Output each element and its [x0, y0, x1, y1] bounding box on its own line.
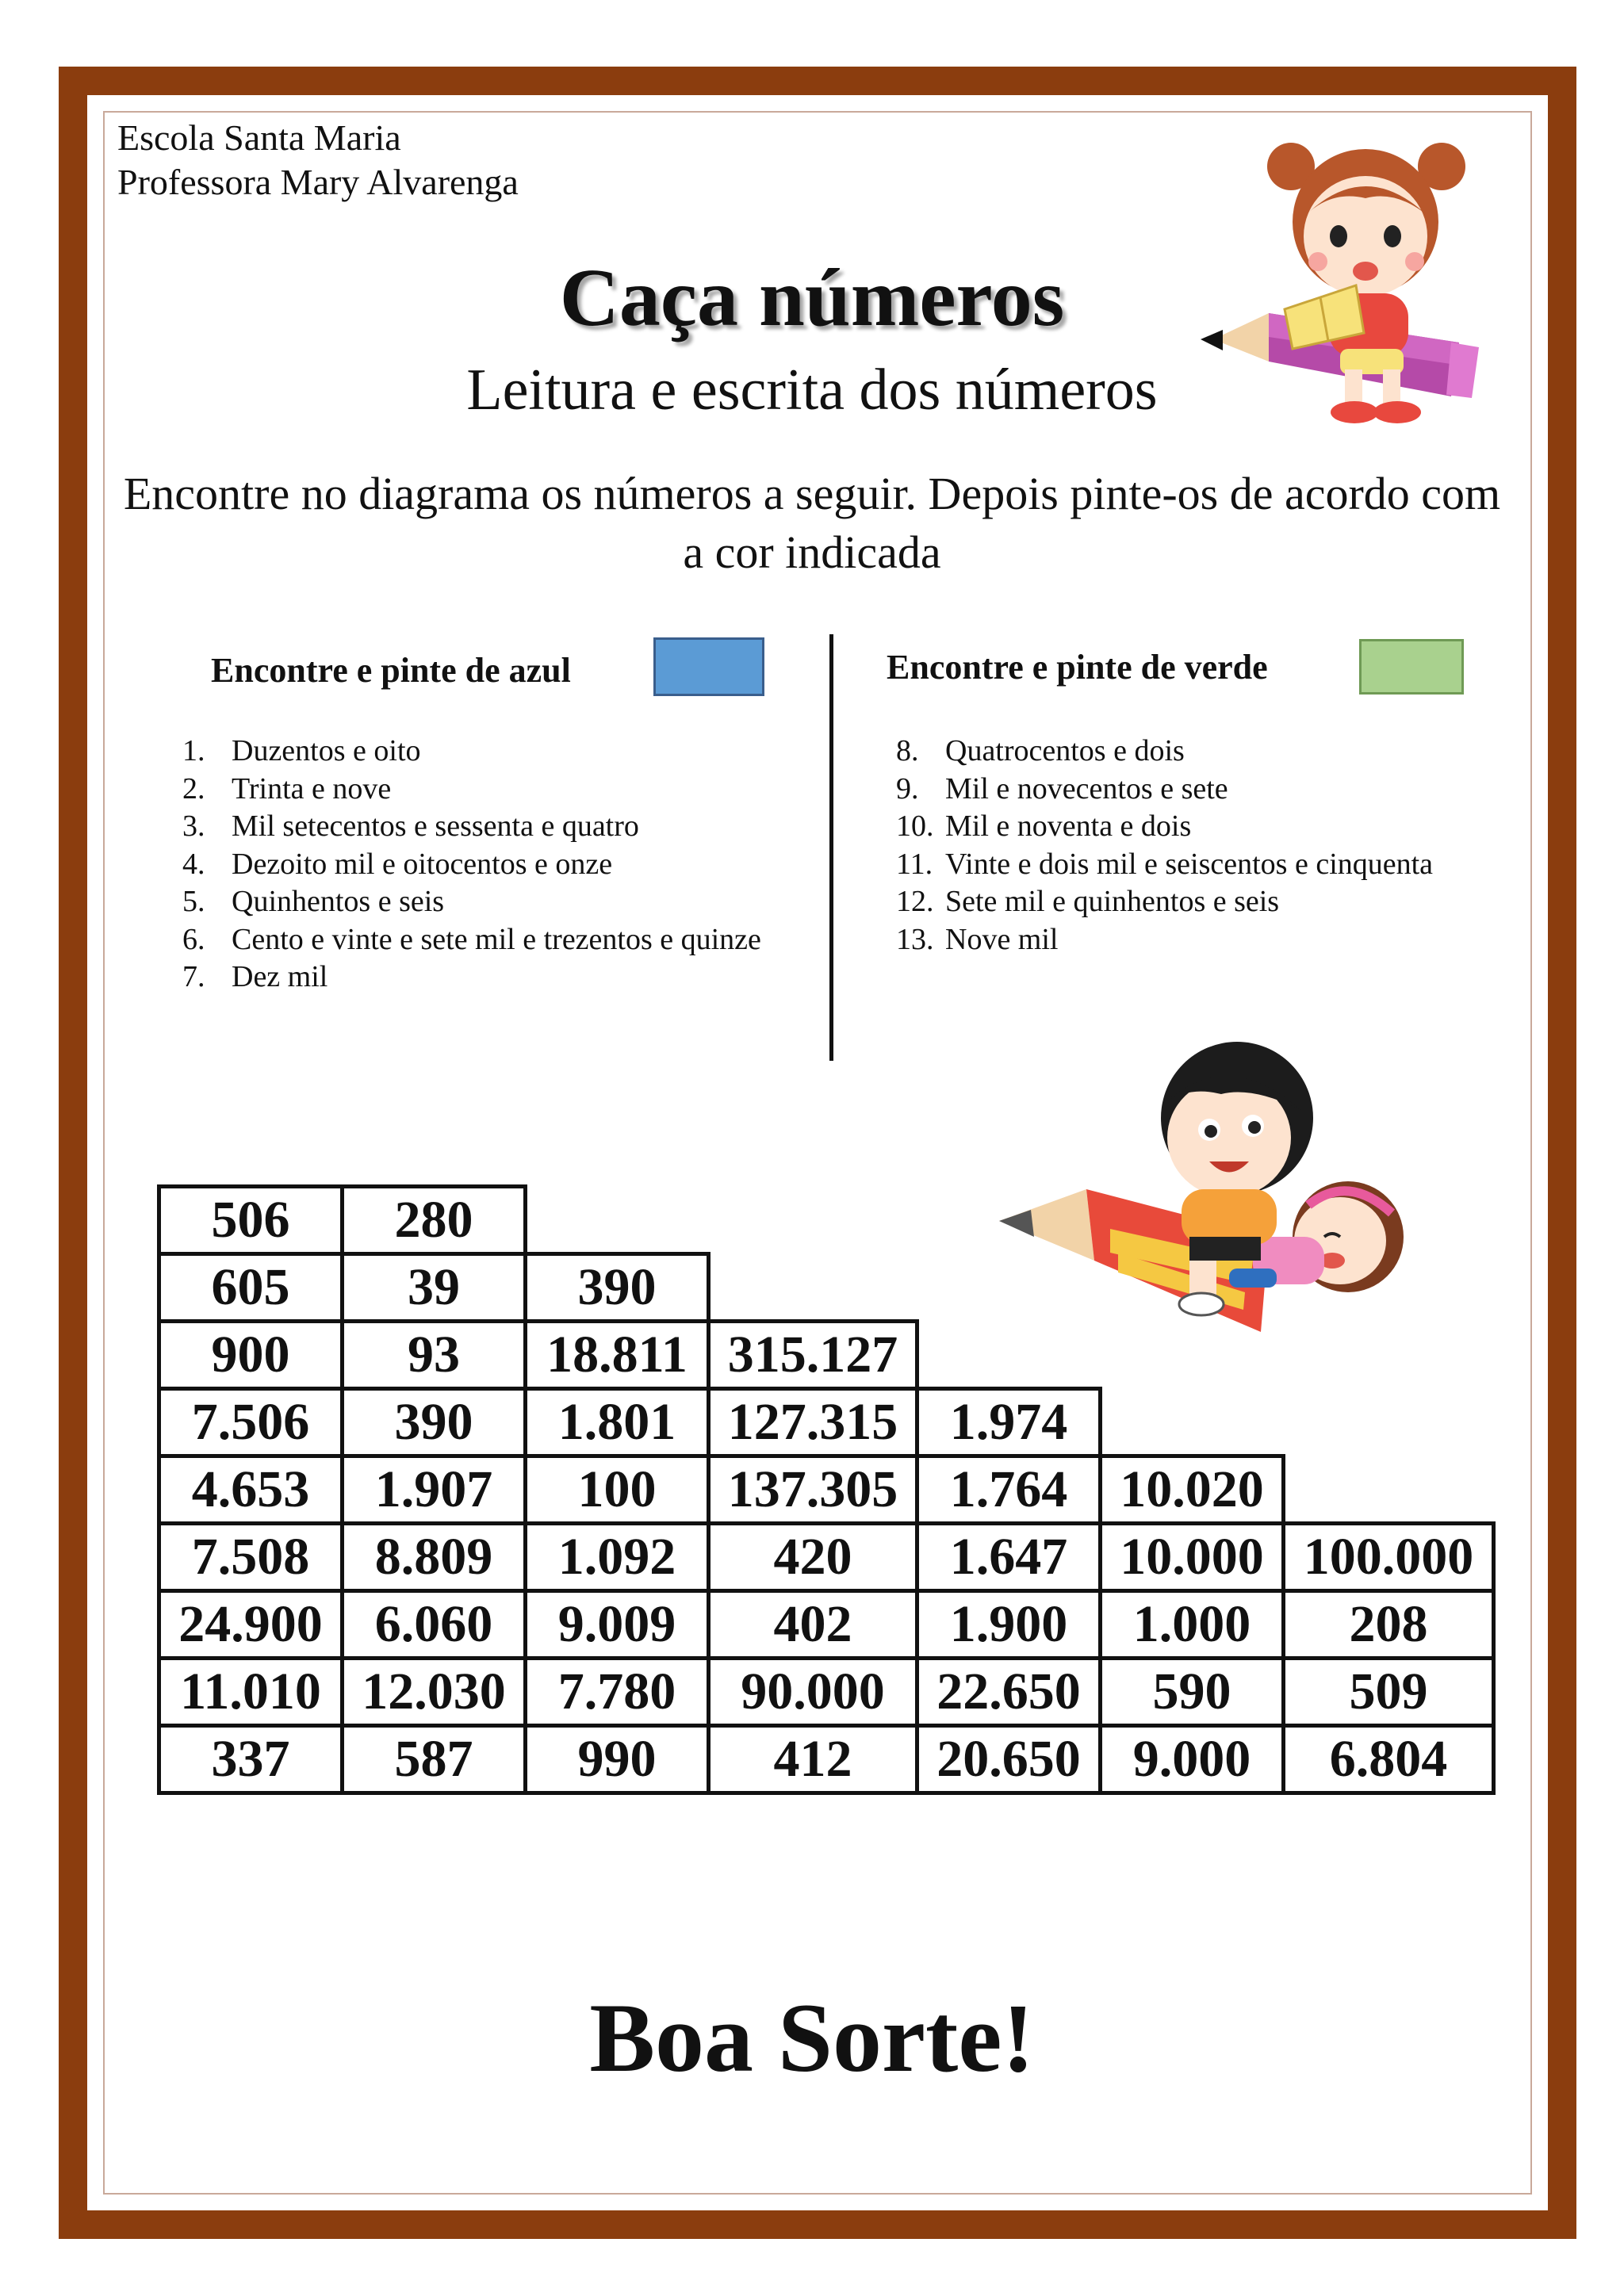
grid-cell[interactable]: 590 — [1101, 1659, 1284, 1726]
grid-empty-cell — [1284, 1187, 1494, 1254]
grid-row — [159, 1591, 1494, 1659]
green-color-swatch — [1359, 639, 1464, 695]
column-divider — [829, 634, 833, 1061]
grid-cell[interactable]: 390 — [343, 1389, 526, 1456]
grid-cell[interactable]: 1.907 — [343, 1456, 526, 1524]
grid-cell[interactable]: 12.030 — [343, 1659, 526, 1726]
list-item: 8. Quatrocentos e dois — [896, 734, 1185, 767]
grid-cell[interactable]: 208 — [1284, 1591, 1494, 1659]
grid-cell[interactable]: 39 — [343, 1254, 526, 1322]
blue-section-heading: Encontre e pinte de azul — [211, 651, 571, 690]
grid-cell[interactable]: 18.811 — [526, 1322, 709, 1389]
grid-row — [159, 1389, 1494, 1456]
grid-cell[interactable]: 1.801 — [526, 1389, 709, 1456]
list-item: 3. Mil setecentos e sessenta e quatro — [182, 809, 639, 843]
grid-empty-cell — [917, 1187, 1101, 1254]
list-item: 1. Duzentos e oito — [182, 734, 421, 767]
grid-cell[interactable]: 7.780 — [526, 1659, 709, 1726]
grid-cell[interactable]: 7.506 — [159, 1389, 343, 1456]
grid-cell[interactable]: 280 — [343, 1187, 526, 1254]
grid-empty-cell — [1101, 1322, 1284, 1389]
grid-cell[interactable]: 605 — [159, 1254, 343, 1322]
grid-cell[interactable]: 412 — [709, 1726, 917, 1793]
grid-empty-cell — [1284, 1389, 1494, 1456]
page-title: Caça números — [559, 252, 1065, 343]
list-item: 2. Trinta e nove — [182, 771, 392, 806]
grid-cell[interactable]: 10.020 — [1101, 1456, 1284, 1524]
list-item: 13. Nove mil — [896, 922, 1059, 956]
grid-empty-cell — [1284, 1254, 1494, 1322]
grid-cell[interactable]: 1.092 — [526, 1524, 709, 1591]
grid-row — [159, 1322, 1494, 1389]
grid-cell[interactable]: 137.305 — [709, 1456, 917, 1524]
grid-empty-cell — [709, 1187, 917, 1254]
list-item: 7. Dez mil — [182, 960, 328, 993]
grid-cell[interactable]: 100 — [526, 1456, 709, 1524]
grid-cell[interactable]: 990 — [526, 1726, 709, 1793]
grid-cell[interactable]: 1.900 — [917, 1591, 1101, 1659]
grid-cell[interactable]: 587 — [343, 1726, 526, 1793]
grid-cell[interactable]: 9.000 — [1101, 1726, 1284, 1793]
list-item: 9. Mil e novecentos e sete — [896, 771, 1228, 806]
grid-cell[interactable]: 1.647 — [917, 1524, 1101, 1591]
grid-empty-cell — [709, 1254, 917, 1322]
grid-empty-cell — [526, 1187, 709, 1254]
grid-row — [159, 1456, 1494, 1524]
grid-cell[interactable]: 20.650 — [917, 1726, 1101, 1793]
grid-cell[interactable]: 509 — [1284, 1659, 1494, 1726]
page-subtitle: Leitura e escrita dos números — [466, 358, 1158, 423]
grid-empty-cell — [917, 1254, 1101, 1322]
grid-cell[interactable]: 9.009 — [526, 1591, 709, 1659]
grid-row — [159, 1187, 1494, 1254]
teacher-name: Professora Mary Alvarenga — [117, 162, 519, 202]
school-name: Escola Santa Maria — [117, 117, 401, 158]
list-item: 4. Dezoito mil e oitocentos e onze — [182, 847, 613, 881]
grid-cell[interactable]: 127.315 — [709, 1389, 917, 1456]
grid-cell[interactable]: 900 — [159, 1322, 343, 1389]
grid-cell[interactable]: 24.900 — [159, 1591, 343, 1659]
grid-cell[interactable]: 1.974 — [917, 1389, 1101, 1456]
blue-color-swatch — [653, 637, 764, 696]
grid-row — [159, 1524, 1494, 1591]
grid-cell[interactable]: 6.804 — [1284, 1726, 1494, 1793]
grid-cell[interactable]: 1.764 — [917, 1456, 1101, 1524]
green-section-heading: Encontre e pinte de verde — [887, 648, 1268, 687]
grid-empty-cell — [1284, 1456, 1494, 1524]
green-number-list — [896, 733, 1433, 959]
grid-empty-cell — [1101, 1187, 1284, 1254]
grid-cell[interactable]: 402 — [709, 1591, 917, 1659]
grid-cell[interactable]: 506 — [159, 1187, 343, 1254]
grid-cell[interactable]: 420 — [709, 1524, 917, 1591]
grid-cell[interactable]: 100.000 — [1284, 1524, 1494, 1591]
instruction-text: Encontre no diagrama os números a seguir. Depois pinte-os de acordo com a cor indicada — [123, 468, 1501, 578]
grid-cell[interactable]: 4.653 — [159, 1456, 343, 1524]
list-item: 5. Quinhentos e seis — [182, 885, 445, 918]
grid-cell[interactable]: 93 — [343, 1322, 526, 1389]
list-item: 12. Sete mil e quinhentos e seis — [896, 885, 1280, 918]
grid-cell[interactable]: 8.809 — [343, 1524, 526, 1591]
grid-cell[interactable]: 10.000 — [1101, 1524, 1284, 1591]
grid-row — [159, 1726, 1494, 1793]
blue-number-list — [182, 733, 761, 997]
grid-cell[interactable]: 11.010 — [159, 1659, 343, 1726]
grid-empty-cell — [917, 1322, 1101, 1389]
footer-message: Boa Sorte! — [589, 1984, 1035, 2092]
grid-row — [159, 1659, 1494, 1726]
number-search-grid — [157, 1184, 1496, 1795]
grid-cell[interactable]: 337 — [159, 1726, 343, 1793]
list-item: 6. Cento e vinte e sete mil e trezentos e quinze — [182, 922, 761, 956]
grid-cell[interactable]: 7.508 — [159, 1524, 343, 1591]
grid-cell[interactable]: 6.060 — [343, 1591, 526, 1659]
grid-cell[interactable]: 315.127 — [709, 1322, 917, 1389]
grid-cell[interactable]: 22.650 — [917, 1659, 1101, 1726]
grid-empty-cell — [1284, 1322, 1494, 1389]
grid-row — [159, 1254, 1494, 1322]
grid-cell[interactable]: 390 — [526, 1254, 709, 1322]
grid-cell[interactable]: 1.000 — [1101, 1591, 1284, 1659]
grid-empty-cell — [1101, 1254, 1284, 1322]
list-item: 11. Vinte e dois mil e seiscentos e cinquenta — [896, 847, 1434, 881]
grid-cell[interactable]: 90.000 — [709, 1659, 917, 1726]
list-item: 10. Mil e noventa e dois — [896, 809, 1192, 843]
grid-empty-cell — [1101, 1389, 1284, 1456]
school-header — [117, 116, 519, 205]
